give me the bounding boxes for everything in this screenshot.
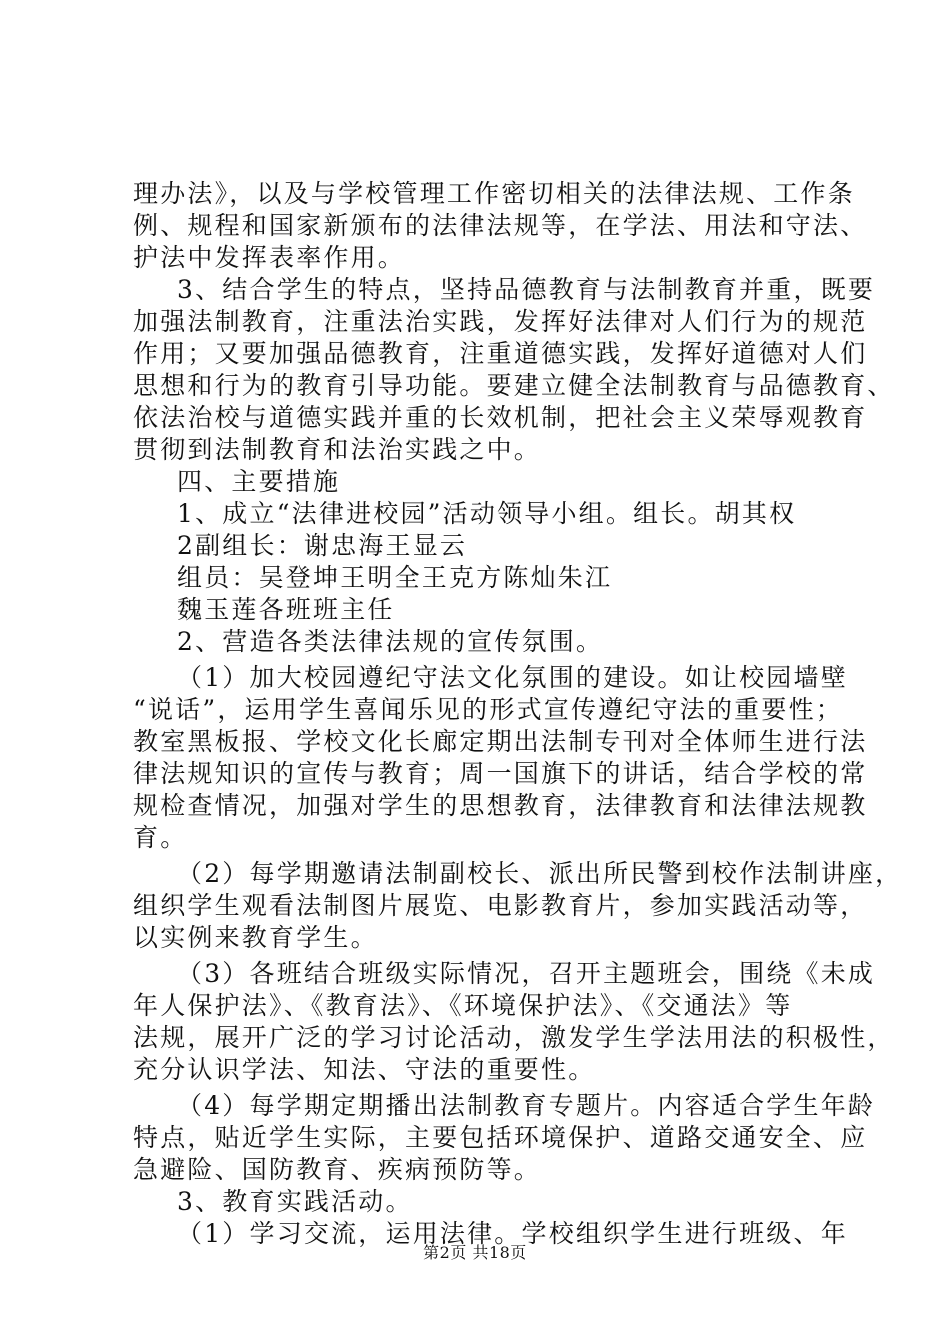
text-line: 作用；又要加强品德教育，注重道德实践，发挥好道德对人们 xyxy=(133,339,868,368)
text-line: 3、结合学生的特点，坚持品德教育与法制教育并重，既要 xyxy=(177,275,876,304)
page-number-footer: 第2页 共18页 xyxy=(423,1243,527,1262)
text-line: 以实例来教育学生。 xyxy=(133,923,378,952)
text-line: 2副组长：谢忠海王显云 xyxy=(177,531,468,560)
text-line: 规检查情况，加强对学生的思想教育，法律教育和法律法规教 xyxy=(133,791,868,820)
text-line: 护法中发挥表率作用。 xyxy=(133,243,406,272)
text-line: 理办法》，以及与学校管理工作密切相关的法律法规、工作条 xyxy=(133,179,855,208)
text-line: （1）加大校园遵纪守法文化氛围的建设。如让校园墙壁 xyxy=(177,663,848,692)
text-line: 1、成立“法律进校园”活动领导小组。组长。胡其权 xyxy=(177,499,797,528)
text-line: 加强法制教育，注重法治实践，发挥好法律对人们行为的规范 xyxy=(133,307,868,336)
text-line: （2）每学期邀请法制副校长、派出所民警到校作法制讲座， xyxy=(177,859,903,888)
text-line: 充分认识学法、知法、守法的重要性。 xyxy=(133,1055,596,1084)
text-line: 依法治校与道德实践并重的长效机制，把社会主义荣辱观教育 xyxy=(133,403,868,432)
text-line: 组织学生观看法制图片展览、电影教育片，参加实践活动等， xyxy=(133,891,868,920)
text-line: 教室黑板报、学校文化长廊定期出法制专刊对全体师生进行法 xyxy=(133,727,868,756)
text-line: （1）学习交流，运用法律。学校组织学生进行班级、年 xyxy=(177,1219,848,1248)
text-line: （3）各班结合班级实际情况，召开主题班会，围绕《未成 xyxy=(177,959,876,988)
text-line: 思想和行为的教育引导功能。要建立健全法制教育与品德教育、 xyxy=(133,371,895,400)
text-line: 特点，贴近学生实际，主要包括环境保护、道路交通安全、应 xyxy=(133,1123,868,1152)
text-line: “说话”，运用学生喜闻乐见的形式宣传遵纪守法的重要性； xyxy=(133,695,843,724)
text-line: 育。 xyxy=(133,823,188,852)
text-line: 2、营造各类法律法规的宣传氛围。 xyxy=(177,627,604,656)
text-line: 贯彻到法制教育和法治实践之中。 xyxy=(133,435,542,464)
text-line: 魏玉莲各班班主任 xyxy=(177,595,395,624)
text-line: 律法规知识的宣传与教育；周一国旗下的讲话，结合学校的常 xyxy=(133,759,868,788)
text-line: 3、教育实践活动。 xyxy=(177,1187,413,1216)
text-line: 例、规程和国家新颁布的法律法规等，在学法、用法和守法、 xyxy=(133,211,868,240)
section-heading: 四、主要措施 xyxy=(177,467,341,496)
text-line: （4）每学期定期播出法制教育专题片。内容适合学生年龄 xyxy=(177,1091,876,1120)
text-line: 急避险、国防教育、疾病预防等。 xyxy=(133,1155,542,1184)
text-line: 法规，展开广泛的学习讨论活动，激发学生学法用法的积极性， xyxy=(133,1023,895,1052)
text-line: 组员：吴登坤王明全王克方陈灿朱江 xyxy=(177,563,613,592)
text-line: 年人保护法》、《教育法》、《环境保护法》、《交通法》等 xyxy=(133,991,793,1020)
